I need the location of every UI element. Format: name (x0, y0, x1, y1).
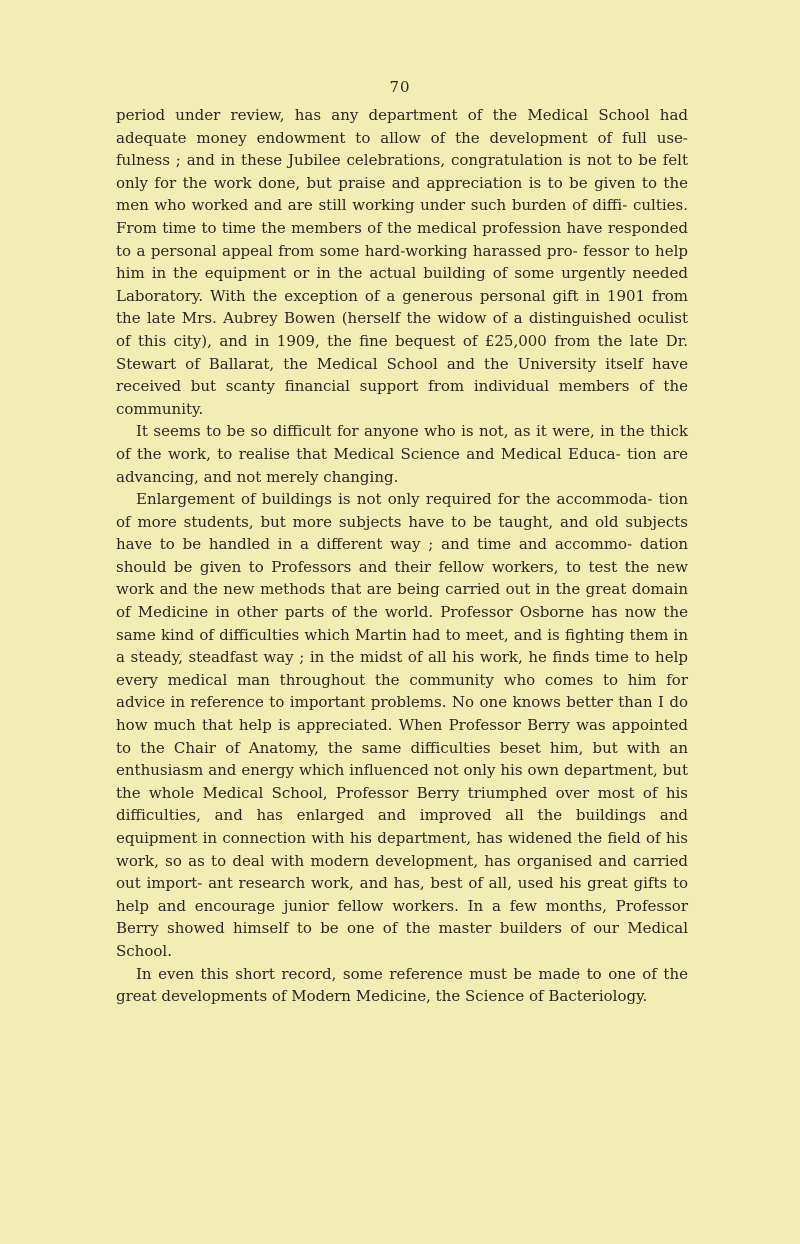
paragraph-4: In even this short record, some reference must be made to one of the great developments of Modern Medicine, the Science of Bacteriology. (116, 964, 688, 1006)
page-number: 70 (389, 78, 411, 96)
body-text (116, 104, 688, 1008)
paragraph-1: period under review, has any department of the Medical School had adequate money endowment to allow of the development of full use- fulness ; and in these Jubilee celebrations, congratulation is not to be felt only for the work done, but praise and appreciation is to be given to the men who worked and are still working under such burden of diffi- culties. From time to time the members of the medical profession have responded to a personal appeal from some hard-working harassed pro- fessor to help him in the equipment or in the actual building of some urgently needed Laboratory. With the exception of a generous personal gift in 1901 from the late Mrs. Aubrey Bowen (herself the widow of a distinguished oculist of this city), and in 1909, the fine bequest of £25,000 from the late Dr. Stewart of Ballarat, the Medical School and the University itself have received but scanty financial support from individual members of the community. (116, 106, 688, 418)
paragraph-3: Enlargement of buildings is not only required for the accommoda- tion of more students, but more subjects have to be taught, and old subjects have to be handled in a different way ; and time and accommo- dation should be given to Professors and their fellow workers, to test the new work and the new methods that are being carried out in the great domain of Medicine in other parts of the world. Professor Osborne has now the same kind of difficulties which Martin had to meet, and is fighting them in a steady, steadfast way ; in the midst of all his work, he finds time to help every medical man throughout the community who comes to him for advice in reference to important problems. No one knows better than I do how much that help is appreciated. When Professor Berry was appointed to the Chair of Anatomy, the same difficulties beset him, but with an enthusiasm and energy which influenced not only his own department, but the whole Medical School, Professor Berry triumphed over most of his difficulties, and has enlarged and improved all the buildings and equipment in connection with his department, has widened the field of his work, so as to deal with modern development, has organised and carried out import- ant research work, and has, best of all, used his great gifts to help and encourage junior fellow workers. In a few months, Professor Berry showed himself to be one of the master builders of our Medical School. (116, 490, 688, 960)
paragraph-2: It seems to be so difficult for anyone who is not, as it were, in the thick of the work, to realise that Medical Science and Medical Educa- tion are advancing, and not merely changing. (116, 422, 688, 486)
